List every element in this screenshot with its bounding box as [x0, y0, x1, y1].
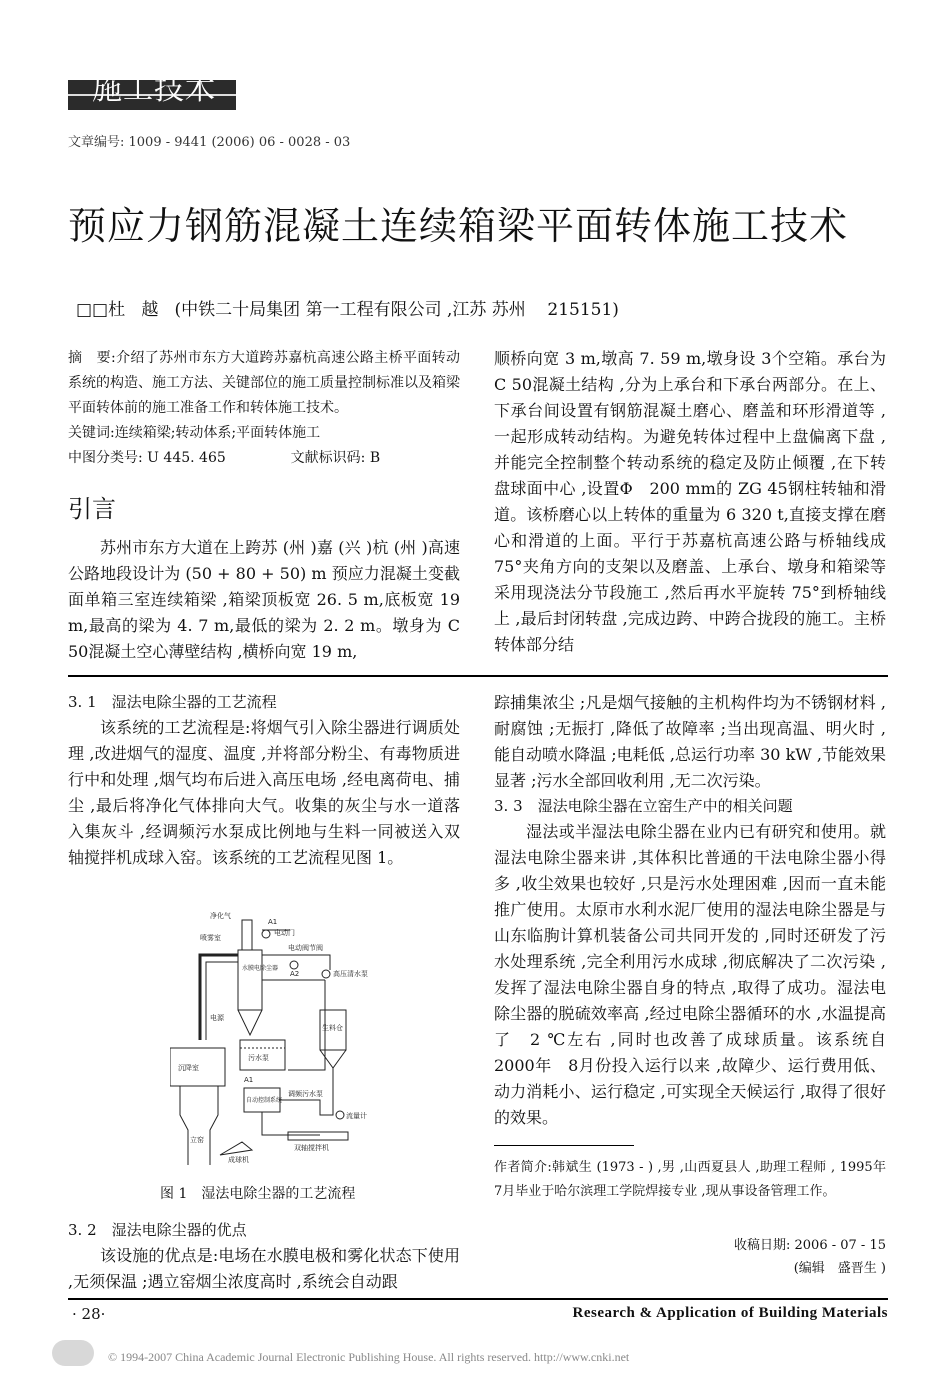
figure-caption: 图 1 湿法电除尘器的工艺流程: [160, 1186, 356, 1202]
top-right-column: [494, 346, 886, 658]
kiln-shape: [180, 1086, 218, 1165]
section-3-2-heading: 3. 2 湿法电除尘器的优点: [68, 1221, 247, 1239]
intro-heading: 引言: [68, 495, 116, 523]
lower-right-text: 踪捕集浓尘 ;凡是烟气接触的主机构件均为不锈钢材料 ,耐腐蚀 ;无振打 ,降低了故障率 ;当出现高温、明火时 ,能自动喷水降温 ;电耗低 ,总运行功率 30 kW ,节能效果显著 ;污水全部回收利用 ,无二次污染。: [494, 693, 886, 790]
diagram-label-a1-mid: A1: [244, 1076, 254, 1084]
journal-name: Research & Application of Building Materials: [572, 1305, 888, 1321]
precipitator-shape: [238, 950, 262, 1010]
abstract-text: 摘 要:介绍了苏州市东方大道跨苏嘉杭高速公路主桥平面转动系统的构造、施工方法、关键部位的施工质量控制标准以及箱梁平面转体前的施工准备工作和转体施工技术。: [68, 350, 460, 416]
ball-machine-shape: [220, 1142, 252, 1155]
section-3-1: [68, 690, 460, 871]
diagram-label-ball: 成球机: [228, 1156, 249, 1164]
abstract-block: [68, 346, 460, 471]
diagram-label-raw: 生料仓: [322, 1024, 343, 1032]
classification: 中图分类号: U 445. 465: [68, 450, 226, 466]
diagram-label-cooling: 沉降室: [178, 1064, 199, 1072]
pump-line: [262, 980, 325, 1070]
section-3-1-heading: 3. 1 湿法电除尘器的工艺流程: [68, 693, 277, 711]
section-label: 施工技术: [92, 72, 216, 107]
process-flow-diagram: [170, 910, 390, 1165]
authors-line: □□杜 越 (中铁二十局集团 第一工程有限公司 ,江苏 苏州 215151): [76, 300, 619, 320]
footer-rule: [68, 1298, 888, 1300]
keywords: 关键词:连续箱梁;转动体系;平面转体施工: [68, 425, 321, 441]
cnki-logo: [52, 1340, 94, 1366]
top-right-text: 顺桥向宽 3 m,墩高 7. 59 m,墩身设 3个空箱。承台为 C 50混凝土结构 ,分为上承台和下承台两部分。在上、下承台间设置有钢筋混凝土磨心、磨盖和环形滑道等 ,一起形成转动结构。为避免转体过程中上盘偏离下盘 ,并能完全控制整个转动系统的稳定及防止倾覆 ,在下转盘球面中心 ,设置Φ 200 mm的 ZG 45钢柱转轴和滑道。该桥磨心以上转体的重量为 6 320 t,直接支撑在磨心和滑道的上面。平行于苏嘉杭高速公路与桥轴线成 75°夹角方向的支架以及磨盖、上承台、墩身和箱梁等采用现浇法分节段施工 ,然后再水平旋转 75°到桥轴线上 ,最后封闭转盘 ,完成边跨、中跨合拢段的施工。主桥转体部分结: [494, 349, 886, 654]
editor-line: (编辑 盛晋生 ): [793, 1261, 886, 1276]
intro-paragraph: [68, 535, 460, 665]
diagram-label-kiln: 立窑: [190, 1136, 204, 1144]
section-3-3-heading: 3. 3 湿法电除尘器在立窑生产中的相关问题: [494, 797, 793, 815]
section-3-2-text: 该设施的优点是:电场在水膜电极和雾化状态下使用 ,无须保温 ;遇立窑烟尘浓度高时 ,系统会自动跟: [68, 1246, 460, 1291]
author-note: 作者简介:韩斌生 (1973 - ) ,男 ,山西夏县人 ,助理工程师 , 1995年 7月毕业于哈尔滨理工学院焊接专业 ,现从事设备管理工作。: [494, 1160, 886, 1199]
diagram-label-tank: 污水泵: [248, 1054, 269, 1062]
page-title: 预应力钢筋混凝土连续箱梁平面转体施工技术: [68, 204, 849, 248]
received-date: 收稿日期: 2006 - 07 - 15: [734, 1238, 886, 1253]
diagram-label-fpump: 调频污水泵: [288, 1090, 323, 1098]
section-3-1-text: 该系统的工艺流程是:将烟气引入除尘器进行调质处理 ,改进烟气的湿度、温度 ,并将部分粉尘、有毒物质进行中和处理 ,烟气均布后进入高压电场 ,经电离荷电、捕尘 ,最后将净化气体排向大气。收集的灰尘与水一道落入集灰斗 ,经调频污水泵成比例地与生料一同被送入双轴搅拌机成球入窑。该系统的工艺流程见图 1。: [68, 718, 460, 867]
hopper-shape: [238, 1010, 262, 1035]
flue-pipe-inner: [206, 962, 238, 1040]
footnote-rule: [494, 1145, 634, 1146]
diagram-label-adj-valve: 电动阀节阀: [288, 944, 323, 952]
diagram-label-flow: 流量计: [346, 1112, 367, 1120]
diagram-label-a2: A2: [290, 970, 300, 978]
article-number: 文章编号: 1009 - 9441 (2006) 06 - 0028 - 03: [68, 135, 351, 150]
chimney-shape: [242, 920, 252, 950]
diagram-label-control: 自动控制系统: [246, 1097, 283, 1104]
diagram-label-elec: 电源: [210, 1014, 224, 1022]
diagram-label-precipitator: 水膜电除尘器: [242, 965, 279, 972]
copyright-notice: © 1994-2007 China Academic Journal Electronic Publishing House. All rights reserved. http://www.cnki.net: [108, 1350, 630, 1364]
intro-text: 苏州市东方大道在上跨苏 (州 )嘉 (兴 )杭 (州 )高速公路地段设计为 (50 + 80 + 50) m 预应力混凝土变截面单箱三室连续箱梁 ,箱梁顶板宽 26. 5 m,底板宽 19 m,最高的梁为 4. 7 m,最低的梁为 2. 2 m。墩身为 C 50混凝土空心薄壁结构 ,横桥向宽 19 m,: [68, 538, 460, 661]
document-code: 文献标识码: B: [290, 450, 381, 466]
page-number: · 28·: [72, 1305, 106, 1323]
diagram-label-nozzle: 喷雾室: [200, 934, 221, 942]
lower-right-column: [494, 690, 903, 1131]
diagram-label-valve: 电动门: [274, 929, 295, 937]
section-3-3-text: 湿法或半湿法电除尘器在业内已有研究和使用。就湿法电除尘器来讲 ,其体积比普通的干法电除尘器小得多 ,收尘效果也较好 ,只是污水处理困难 ,因而一直未能推广使用。太原市水利水泥厂使用的湿法电除尘器是与山东临朐计算机装备公司共同开发的 ,同时还研发了污水处理系统 ,完全利用污水成球 ,彻底解决了二次污染 ,发挥了湿法电除尘器自身的特点 ,取得了成功。湿法电除尘器的脱硫效率高 ,经过电除尘器循环的水 ,水温提高了 2 ℃左右 ,同时也改善了成球质量。该系统自 2000年 8月份投入运行以来 ,故障少、运行费用低、动力消耗小、运行稳定 ,可实现全天候运行 ,取得了很好的效果。: [494, 822, 903, 1127]
diagram-label-a1-top: A1: [268, 918, 278, 926]
section-3-2: [68, 1218, 460, 1295]
section-divider: [68, 675, 888, 677]
classification-line: [68, 446, 460, 471]
diagram-label-pump-hp: 高压清水泵: [333, 970, 368, 978]
diagram-label-chimney: 净化气: [210, 912, 231, 920]
mixer-shape: [288, 1132, 348, 1140]
diagram-label-mixer: 双轴搅拌机: [294, 1144, 329, 1152]
